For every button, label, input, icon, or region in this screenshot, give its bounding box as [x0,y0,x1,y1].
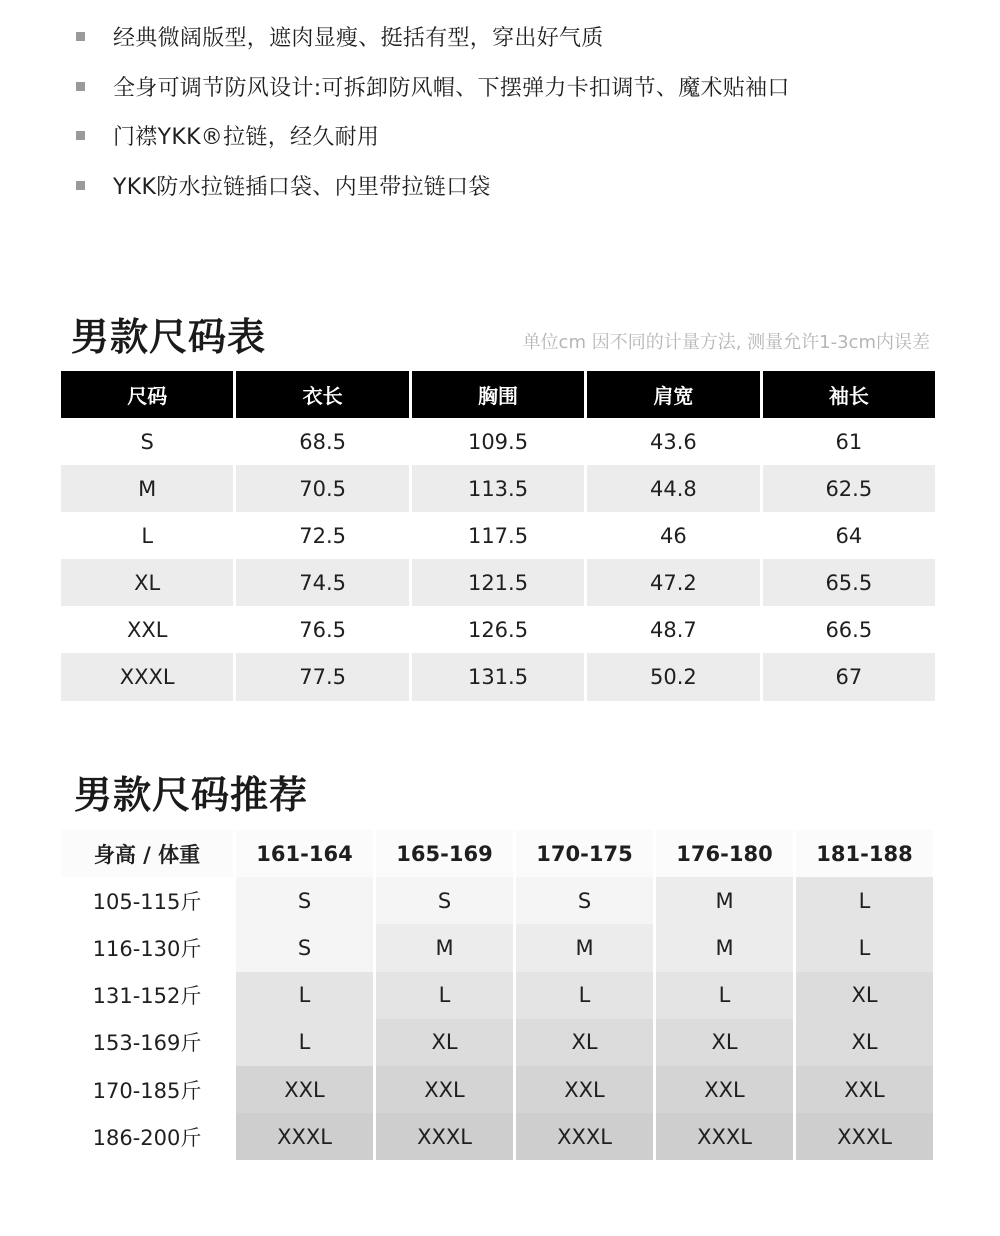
feature-item [76,12,976,62]
size-recommend-table [61,830,935,1160]
table-cell: 50.2 [587,653,759,700]
size-cell: S [376,877,513,924]
table-cell: 72.5 [299,523,346,548]
bullet-icon [76,32,85,41]
table-cell: 68.5 [299,429,346,454]
table-cell: 48.7 [650,617,697,642]
table-cell: 74.5 [236,559,408,606]
table-cell: 61 [835,429,863,454]
weight-cell: 105-115斤 [61,877,233,924]
size-cell: XL [376,1019,513,1066]
feature-item [76,111,976,161]
size-cell: XL [656,1019,793,1066]
table-cell: XXXL [61,653,233,700]
size-chart-title: 男款尺码表 [71,315,267,359]
table-cell: 44.8 [587,465,759,512]
header-cell: 170-175 [516,830,653,877]
table-cell: 121.5 [412,559,584,606]
header-cell: 袖长 [763,371,935,418]
feature-item [76,62,976,112]
table-cell: 62.5 [763,465,935,512]
table-cell: S [140,429,154,454]
size-chart-table [61,371,935,701]
size-cell: XXL [516,1066,653,1113]
header-cell: 161-164 [236,830,373,877]
table-cell: 65.5 [763,559,935,606]
table-cell: XL [61,559,233,606]
feature-text: 全身可调节防风设计:可拆卸防风帽、下摆弹力卡扣调节、魔术贴袖口 [113,75,790,101]
table-cell: 64 [835,523,863,548]
header-cell: 肩宽 [587,371,759,418]
table-cell: 66.5 [825,617,873,642]
header-cell: 165-169 [376,830,513,877]
table-row [61,418,935,465]
table-row [61,512,935,559]
bullet-icon [76,131,85,140]
table-row [61,972,935,1019]
table-cell: 77.5 [236,653,408,700]
size-cell: S [236,924,373,971]
table-cell: 117.5 [467,523,529,548]
table-cell: 113.5 [412,465,584,512]
size-cell: XL [796,1019,933,1066]
size-cell: XL [516,1019,653,1066]
table-header-row [61,830,935,877]
weight-cell: 170-185斤 [61,1066,233,1113]
recommend-title: 男款尺码推荐 [74,773,309,817]
size-cell: XXL [656,1066,793,1113]
size-cell: M [656,924,793,971]
table-cell: 47.2 [587,559,759,606]
size-cell: XXXL [516,1113,653,1160]
size-cell: XXL [796,1066,933,1113]
size-cell: XXXL [796,1113,933,1160]
table-row [61,924,935,971]
size-cell: L [376,972,513,1019]
table-cell: 126.5 [467,617,529,642]
size-cell: L [796,877,933,924]
table-row [61,559,935,606]
table-row [61,1066,935,1113]
header-cell: 176-180 [656,830,793,877]
size-cell: S [236,877,373,924]
table-cell: M [61,465,233,512]
measurement-note: 单位cm 因不同的计量方法, 测量允许1-3cm内误差 [522,332,930,353]
size-cell: S [516,877,653,924]
table-cell: L [141,523,154,548]
table-cell: 70.5 [236,465,408,512]
size-cell: L [796,924,933,971]
feature-text: 门襟YKK®拉链，经久耐用 [113,125,380,151]
header-cell: 身高 / 体重 [61,830,233,877]
weight-cell: 131-152斤 [61,972,233,1019]
feature-item [76,161,976,211]
size-cell: M [376,924,513,971]
table-row [61,1113,935,1160]
size-cell: L [236,972,373,1019]
table-cell: 76.5 [299,617,346,642]
table-cell: 131.5 [412,653,584,700]
table-cell: 43.6 [650,429,697,454]
feature-text: YKK防水拉链插口袋、内里带拉链口袋 [113,174,491,200]
size-cell: XXL [236,1066,373,1113]
weight-cell: 186-200斤 [61,1113,233,1160]
table-row [61,1019,935,1066]
header-cell: 胸围 [412,371,584,418]
table-row [61,465,935,512]
bullet-icon [76,82,85,91]
header-cell: 尺码 [61,371,233,418]
table-cell: 67 [763,653,935,700]
size-cell: XXXL [656,1113,793,1160]
header-cell: 衣长 [236,371,408,418]
size-cell: L [656,972,793,1019]
weight-cell: 153-169斤 [61,1019,233,1066]
size-cell: XXXL [376,1113,513,1160]
table-cell: XXL [126,617,168,642]
feature-list [76,12,976,210]
size-cell: XXL [376,1066,513,1113]
size-cell: XL [796,972,933,1019]
feature-text: 经典微阔版型，遮肉显瘦、挺括有型，穿出好气质 [113,26,604,52]
table-row [61,606,935,653]
table-cell: 46 [660,523,687,548]
size-cell: XXXL [236,1113,373,1160]
table-header-row [61,371,935,418]
header-cell: 181-188 [796,830,933,877]
size-cell: L [516,972,653,1019]
size-cell: L [236,1019,373,1066]
table-row [61,653,935,700]
size-cell: M [656,877,793,924]
weight-cell: 116-130斤 [61,924,233,971]
size-cell: M [516,924,653,971]
table-row [61,877,935,924]
bullet-icon [76,181,85,190]
table-cell: 109.5 [467,429,529,454]
